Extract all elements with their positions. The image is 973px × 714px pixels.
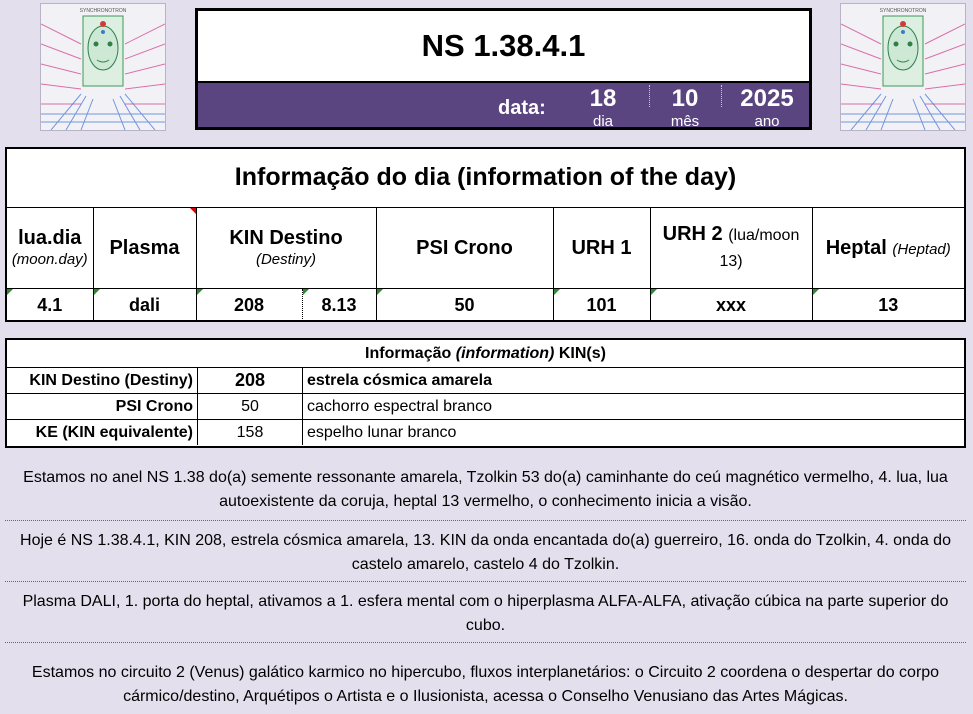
cell-marker: [377, 289, 383, 295]
title-box: [195, 8, 812, 130]
divider: [5, 581, 966, 582]
date-month[interactable]: [650, 83, 720, 130]
day-value: 18: [589, 85, 617, 112]
kin-row-name[interactable]: estrela cósmica amarela: [303, 368, 965, 394]
value-kin-code[interactable]: 8.13: [302, 289, 376, 322]
col-urh1: [553, 208, 650, 289]
col-plasma-label: Plasma: [109, 237, 180, 259]
synchronotron-logo-left: [40, 3, 166, 131]
info-day-heading: Informação do dia (information of the day): [234, 163, 737, 191]
col-plasma: [93, 208, 196, 289]
cell-marker: [813, 289, 819, 295]
kin-row-number[interactable]: 158: [198, 420, 303, 446]
svg-text:SYNCHRONOTRON: SYNCHRONOTRON: [79, 8, 127, 14]
kin-row-label[interactable]: KIN Destino (Destiny): [7, 368, 198, 394]
value-plasma[interactable]: dali: [93, 289, 196, 322]
date-year[interactable]: [722, 83, 812, 130]
col-psi-crono: [376, 208, 553, 289]
info-day-panel: [5, 147, 966, 322]
cell-marker: [651, 289, 657, 295]
value-kin[interactable]: 208: [196, 289, 302, 322]
value-urh2[interactable]: xxx: [650, 289, 812, 322]
col-urh2-sub: (lua/moon 13): [719, 227, 800, 270]
day-unit: dia: [592, 113, 614, 130]
kin-row-psi-crono: [7, 394, 964, 420]
year-unit: ano: [754, 113, 780, 130]
cell-marker: [94, 289, 100, 295]
kin-row-name[interactable]: espelho lunar branco: [303, 420, 965, 446]
col-heptal: [812, 208, 964, 289]
kin-row-number[interactable]: 208: [198, 368, 303, 394]
kin-info-heading: Informação (information) KIN(s): [7, 340, 964, 368]
date-day[interactable]: [558, 83, 648, 130]
col-psi-crono-label: PSI Crono: [416, 237, 513, 259]
cell-marker: [303, 289, 309, 295]
cell-marker: [7, 289, 13, 295]
comment-marker[interactable]: [190, 208, 196, 214]
paragraph-plasma: Plasma DALI, 1. porta do heptal, ativamos a 1. esfera mental com o hiperplasma ALFA-ALFA, ativação cúbica na parte superior do cubo.: [22, 593, 949, 634]
kin-row-name[interactable]: cachorro espectral branco: [303, 394, 965, 420]
col-lua-dia: [7, 208, 93, 289]
col-kin-destino-label: KIN Destino: [229, 227, 343, 249]
kin-info-panel: [5, 338, 966, 448]
paragraph-ring: Estamos no anel NS 1.38 do(a) semente ressonante amarela, Tzolkin 53 do(a) caminhante do ceú magnético vermelho, 4. lua, lua autoexistente da coruja, heptal 13 vermelho, o conhecimento inicia a visão.: [23, 469, 948, 510]
col-lua-dia-label: lua.dia: [18, 227, 82, 249]
value-urh1[interactable]: 101: [553, 289, 650, 322]
col-urh2: [650, 208, 812, 289]
kin-info-table: [7, 340, 964, 445]
paragraph-today: Hoje é NS 1.38.4.1, KIN 208, estrela cósmica amarela, 13. KIN da onda encantada do(a) guerreiro, 16. onda do Tzolkin, 4. onda do castelo amarelo, castelo 4 do Tzolkin.: [20, 532, 951, 573]
col-kin-destino: [196, 208, 376, 289]
date-bar: [198, 83, 809, 130]
cell-marker: [554, 289, 560, 295]
svg-text:SYNCHRONOTRON: SYNCHRONOTRON: [879, 8, 927, 14]
divider: [5, 642, 966, 643]
col-lua-dia-sub: (moon.day): [11, 251, 88, 268]
cell-marker: [197, 289, 203, 295]
kin-row-number[interactable]: 50: [198, 394, 303, 420]
col-heptal-label: Heptal: [825, 237, 887, 259]
kin-row-equivalente: [7, 420, 964, 446]
col-urh1-label: URH 1: [571, 237, 632, 259]
month-value: 10: [671, 85, 699, 112]
divider: [5, 520, 966, 521]
col-urh2-label: URH 2: [662, 223, 723, 245]
kin-row-destino: [7, 368, 964, 394]
date-label: data:: [498, 97, 546, 119]
kin-row-label[interactable]: KE (KIN equivalente): [7, 420, 198, 446]
col-heptal-sub: (Heptad): [892, 241, 951, 258]
paragraph-circuit: Estamos no circuito 2 (Venus) galático karmico no hipercubo, fluxos interplanetários: o Circuito 2 coordena o despertar do corpo cármico/destino, Arquétipos o Artista e o Ilusionista, acessa o Conselho Venusiano das Artes Mágicas.: [31, 664, 940, 705]
col-kin-destino-sub: (Destiny): [255, 251, 316, 268]
info-day-table: [7, 207, 964, 321]
value-heptal[interactable]: 13: [812, 289, 964, 322]
kin-row-label[interactable]: PSI Crono: [7, 394, 198, 420]
value-lua-dia[interactable]: 4.1: [7, 289, 93, 322]
synchronotron-logo-right: [840, 3, 966, 131]
year-value: 2025: [740, 85, 794, 112]
month-unit: mês: [670, 113, 700, 130]
value-psi-crono[interactable]: 50: [376, 289, 553, 322]
page-title: NS 1.38.4.1: [198, 11, 809, 83]
